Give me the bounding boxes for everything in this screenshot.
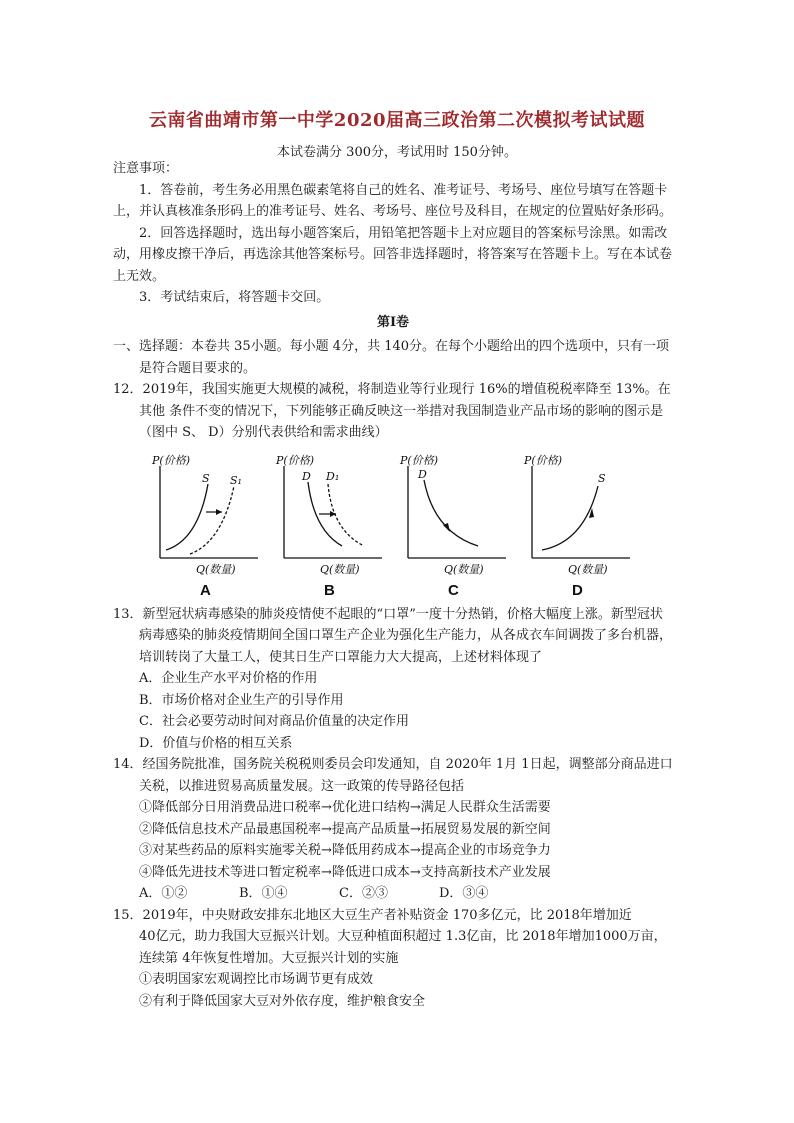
shift-arrowhead xyxy=(216,509,222,515)
q12-charts xyxy=(113,450,673,600)
q15-stem-line3: 连续第 4年恢复性增加。大豆振兴计划的实施 xyxy=(139,950,399,966)
exam-subtitle: 本试卷满分 300分，考试用时 150分钟。 xyxy=(277,145,517,160)
q13-option-b: B．市场价格对企业生产的引导作用 xyxy=(139,692,344,708)
q12-chart-b xyxy=(270,450,390,600)
q14-option-c: C．②③ xyxy=(339,886,388,901)
q15-item-2: ②有利于降低国家大豆对外依存度，维护粮食安全 xyxy=(139,993,426,1009)
y-axis-label: P(价格) xyxy=(400,453,438,467)
q13-option-a: A．企业生产水平对价格的作用 xyxy=(139,671,318,686)
curve-label-s: S xyxy=(202,471,210,485)
notice-heading: 注意事项： xyxy=(113,161,179,176)
y-axis-label: P(价格) xyxy=(152,453,190,467)
notice-item-2: 2．回答选择题时，选出每小题答案后，用铅笔把答题卡上对应题目的答案标号涂黑。如需改动，用橡皮擦干净后，再选涂其他答案标号。回答非选择题时，将答案写在答题卡上。写在本试卷上无效。 xyxy=(113,225,673,284)
q12-chart-a xyxy=(146,450,266,600)
curve-label-d: D xyxy=(302,469,311,483)
curve-label-s: S xyxy=(598,471,606,485)
q14-item-3: ③对某些药品的原料实施零关税→降低用药成本→提高企业的市场竞争力 xyxy=(139,843,551,858)
chart-label: D xyxy=(572,581,583,599)
y-axis-label: P(价格) xyxy=(276,453,314,467)
q12-stem: 12．2019年，我国实施更大规模的减税，将制造业等行业现行 16%的增值税税率降至 13%。在其他 条件不变的情况下，下列能够正确反映这一举措对我国制造业产品市场的影响的图示是（图中 S、 D）分别代表供给和需求曲线） xyxy=(113,382,671,440)
q14-item-2: ②降低信息技术产品最惠国税率→提高产品质量→拓展贸易发展的新空间 xyxy=(139,821,551,837)
section-title: 第Ⅰ卷 xyxy=(376,314,410,330)
curve-label-d: D xyxy=(418,467,427,481)
demand-curve-d xyxy=(424,480,478,546)
q13-option-c: C．社会必要劳动时间对商品价值量的决定作用 xyxy=(139,714,409,729)
q15-item-1: ①表明国家宏观调控比市场调节更有成效 xyxy=(139,972,374,987)
x-axis-label: Q(数量) xyxy=(444,562,484,576)
chart-label: A xyxy=(200,581,211,599)
q14-options xyxy=(113,883,673,905)
supply-curve-s xyxy=(166,484,208,550)
q14-option-a: A．①② xyxy=(139,886,188,901)
x-axis-label: Q(数量) xyxy=(320,562,360,576)
x-axis-label: Q(数量) xyxy=(568,562,608,576)
part1-instructions: 一、选择题：本卷共 35小题。每小题 4分，共 140分。在每个小题给出的四个选项中，只有一项是符合题目要求的。 xyxy=(113,339,670,376)
q14-option-d: D．③④ xyxy=(439,886,489,901)
q12-chart-c xyxy=(394,450,514,600)
exam-title: 云南省曲靖市第一中学2020届高三政治第二次模拟考试试题 xyxy=(148,110,646,131)
notice-item-3: 3．考试结束后，将答题卡交回。 xyxy=(139,290,330,305)
curve-label-d1: D₁ xyxy=(326,469,340,483)
chart-label: C xyxy=(448,581,459,599)
x-axis-label: Q(数量) xyxy=(196,562,236,576)
q14-option-b: B．①④ xyxy=(239,886,288,901)
q14-item-1: ①降低部分日用消费品进口税率→优化进口结构→满足人民群众生活需要 xyxy=(139,800,551,815)
q13-option-d: D．价值与价格的相互关系 xyxy=(139,735,293,751)
q12-chart-d xyxy=(518,450,638,600)
q13-stem: 13．新型冠状病毒感染的肺炎疫情使不起眼的“口罩”一度十分热销，价格大幅度上涨。新型冠状病毒感染的肺炎疫情期间全国口罩生产企业为强化生产能力，从各成衣车间调拨了多台机器，培训转岗了大量工人，使其日生产口罩能力大大提高，上述材料体现了 xyxy=(113,606,673,665)
exam-body xyxy=(113,158,673,1012)
curve-label-s1: S₁ xyxy=(230,473,242,487)
chart-label: B xyxy=(324,581,335,599)
y-axis-label: P(价格) xyxy=(524,453,562,467)
q14-item-4: ④降低先进技术等进口暂定税率→降低进口成本→支持高新技术产业发展 xyxy=(139,864,551,880)
q15-stem-line1: 15．2019年，中央财政安排东北地区大豆生产者补贴资金 170多亿元，比 2018年增加近 xyxy=(113,907,632,923)
supply-curve-s xyxy=(542,486,598,550)
q14-stem: 14．经国务院批准，国务院关税税则委员会印发通知，自 2020年 1月 1日起，调整部分商品进口关税，以推进贸易高质量发展。这一政策的传导路径包括 xyxy=(113,757,673,794)
q15-stem-line2: 40亿元，助力我国大豆振兴计划。大豆种植面积超过 1.3亿亩，比 2018年增加1000万亩， xyxy=(139,929,667,944)
notice-item-1: 1．答卷前，考生务必用黑色碳素笔将自己的姓名、准考证号、考场号、座位号填写在答题卡上，并认真核准条形码上的准考证号、姓名、考场号、座位号及科目，在规定的位置贴好条形码。 xyxy=(113,182,673,219)
